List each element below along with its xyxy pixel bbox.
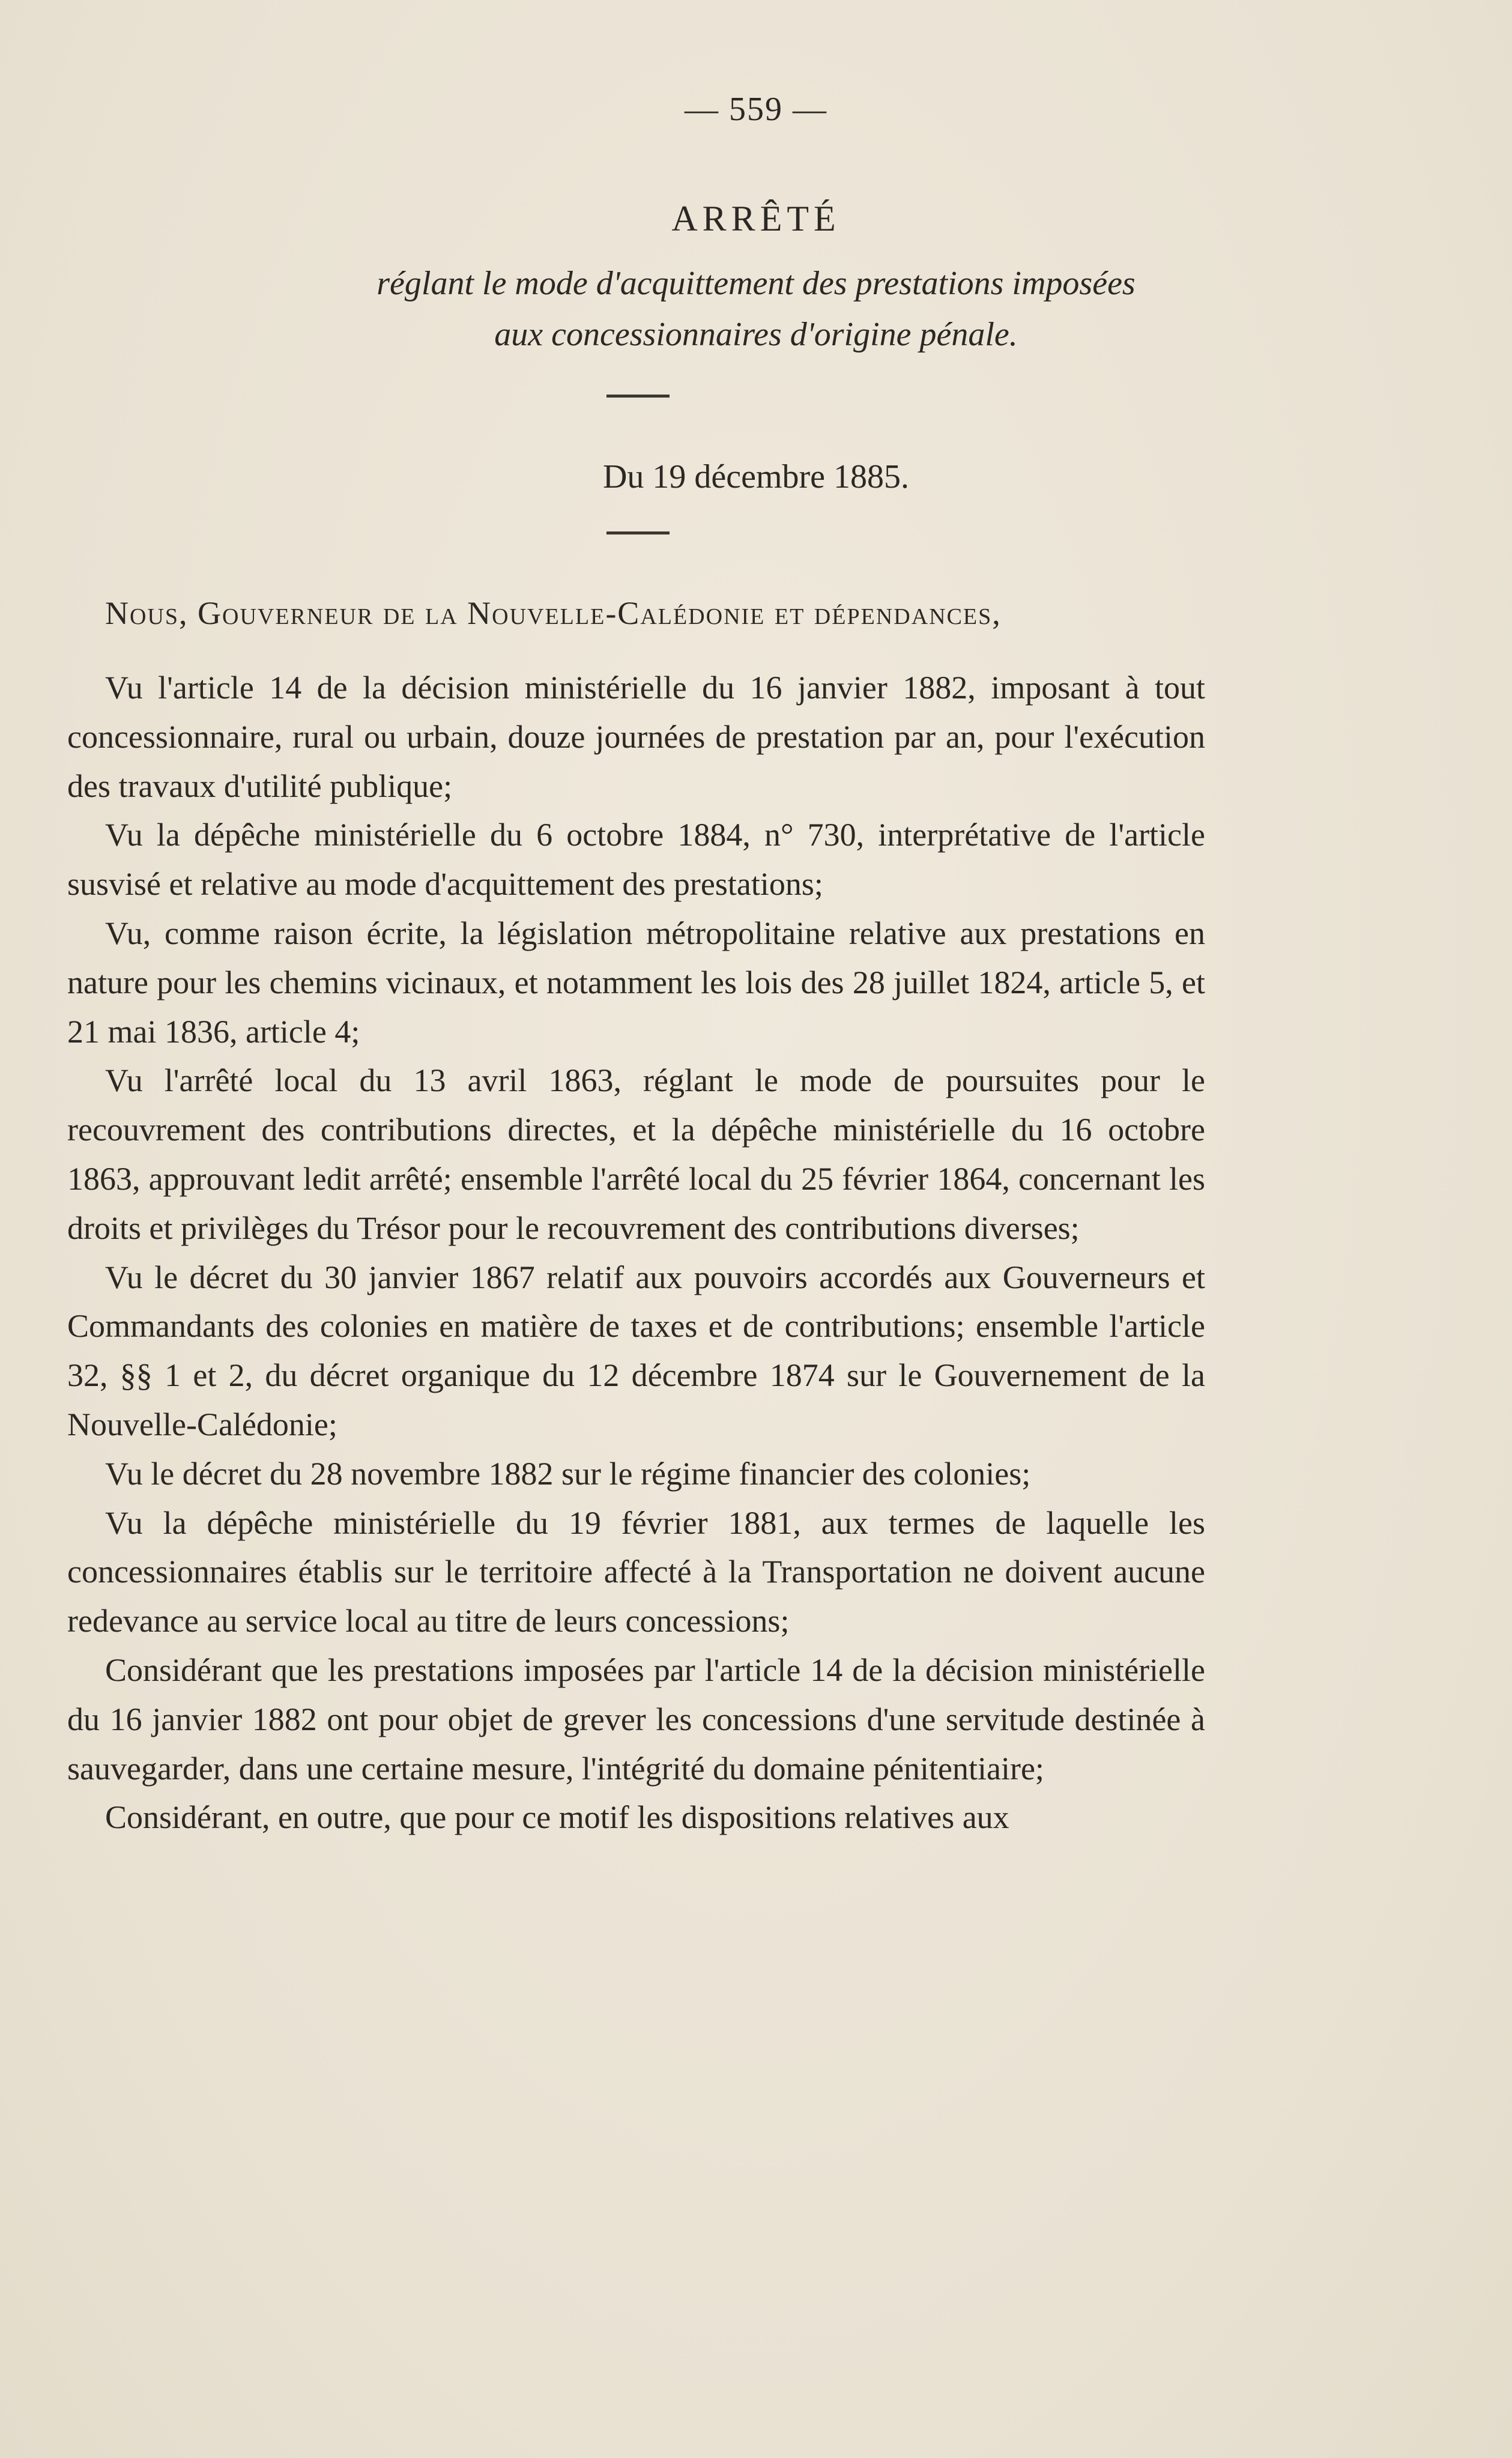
paragraph: Vu, comme raison écrite, la législation métropolitaine relative aux prestations en nature pour les chemins vicinaux, et notamment les lois des 28 juillet 1824, article 5, et 21 mai 1836, article 4; [67, 915, 1205, 1050]
paragraph: Vu la dépêche ministérielle du 6 octobre 1884, n° 730, interprétative de l'article susvisé et relative au mode d'acquittement des prestations; [67, 817, 1205, 903]
body-text [67, 664, 1205, 1842]
paragraph: Vu la dépêche ministérielle du 19 février 1881, aux termes de laquelle les concessionnaires établis sur le territoire affecté à la Transportation ne doivent aucune redevance au service local au titre de leurs concessions; [67, 1504, 1205, 1639]
page-number: — 559 — [685, 91, 827, 128]
paragraph: Considérant que les prestations imposées par l'article 14 de la décision ministérielle du 16 janvier 1882 ont pour objet de grever les concessions d'une servitude destinée à sauvegarder, dans une certaine mesure, l'intégrité du domaine pénitentiaire; [67, 1651, 1205, 1787]
document-date: Du 19 décembre 1885. [602, 458, 910, 495]
separator-rule [606, 395, 670, 398]
paragraph: Vu le décret du 30 janvier 1867 relatif aux pouvoirs accordés aux Gouverneurs et Commandants des colonies en matière de taxes et de contributions; ensemble l'article 32, §§ 1 et 2, du décret organique du 12 décembre 1874 sur le Gouvernement de la Nouvelle-Calédonie; [67, 1259, 1205, 1442]
preamble: Nous, Gouverneur de la Nouvelle-Calédonie et dépendances, [105, 595, 1002, 631]
separator-rule [606, 531, 670, 534]
paragraph: Vu l'arrêté local du 13 avril 1863, réglant le mode de poursuites pour le recouvrement des contributions directes, et la dépêche ministérielle du 16 octobre 1863, approuvant ledit arrêté; ensemble l'arrêté local du 25 février 1864, concernant les droits et privilèges du Trésor pour le recouvrement des contributions diverses; [67, 1062, 1205, 1246]
paragraph: Vu l'article 14 de la décision ministérielle du 16 janvier 1882, imposant à tout concessionnaire, rural ou urbain, douze journées de prestation par an, pour l'exécution des travaux d'utilité publique; [67, 670, 1205, 804]
document-title: ARRÊTÉ [671, 199, 841, 238]
paragraph: Vu le décret du 28 novembre 1882 sur le régime financier des colonies; [105, 1455, 1031, 1492]
paragraph: Considérant, en outre, que pour ce motif les dispositions relatives aux [105, 1799, 1009, 1836]
subtitle-line-1: réglant le mode d'acquittement des prestations imposées [376, 265, 1136, 302]
subtitle-line-2: aux concessionnaires d'origine pénale. [494, 316, 1018, 353]
